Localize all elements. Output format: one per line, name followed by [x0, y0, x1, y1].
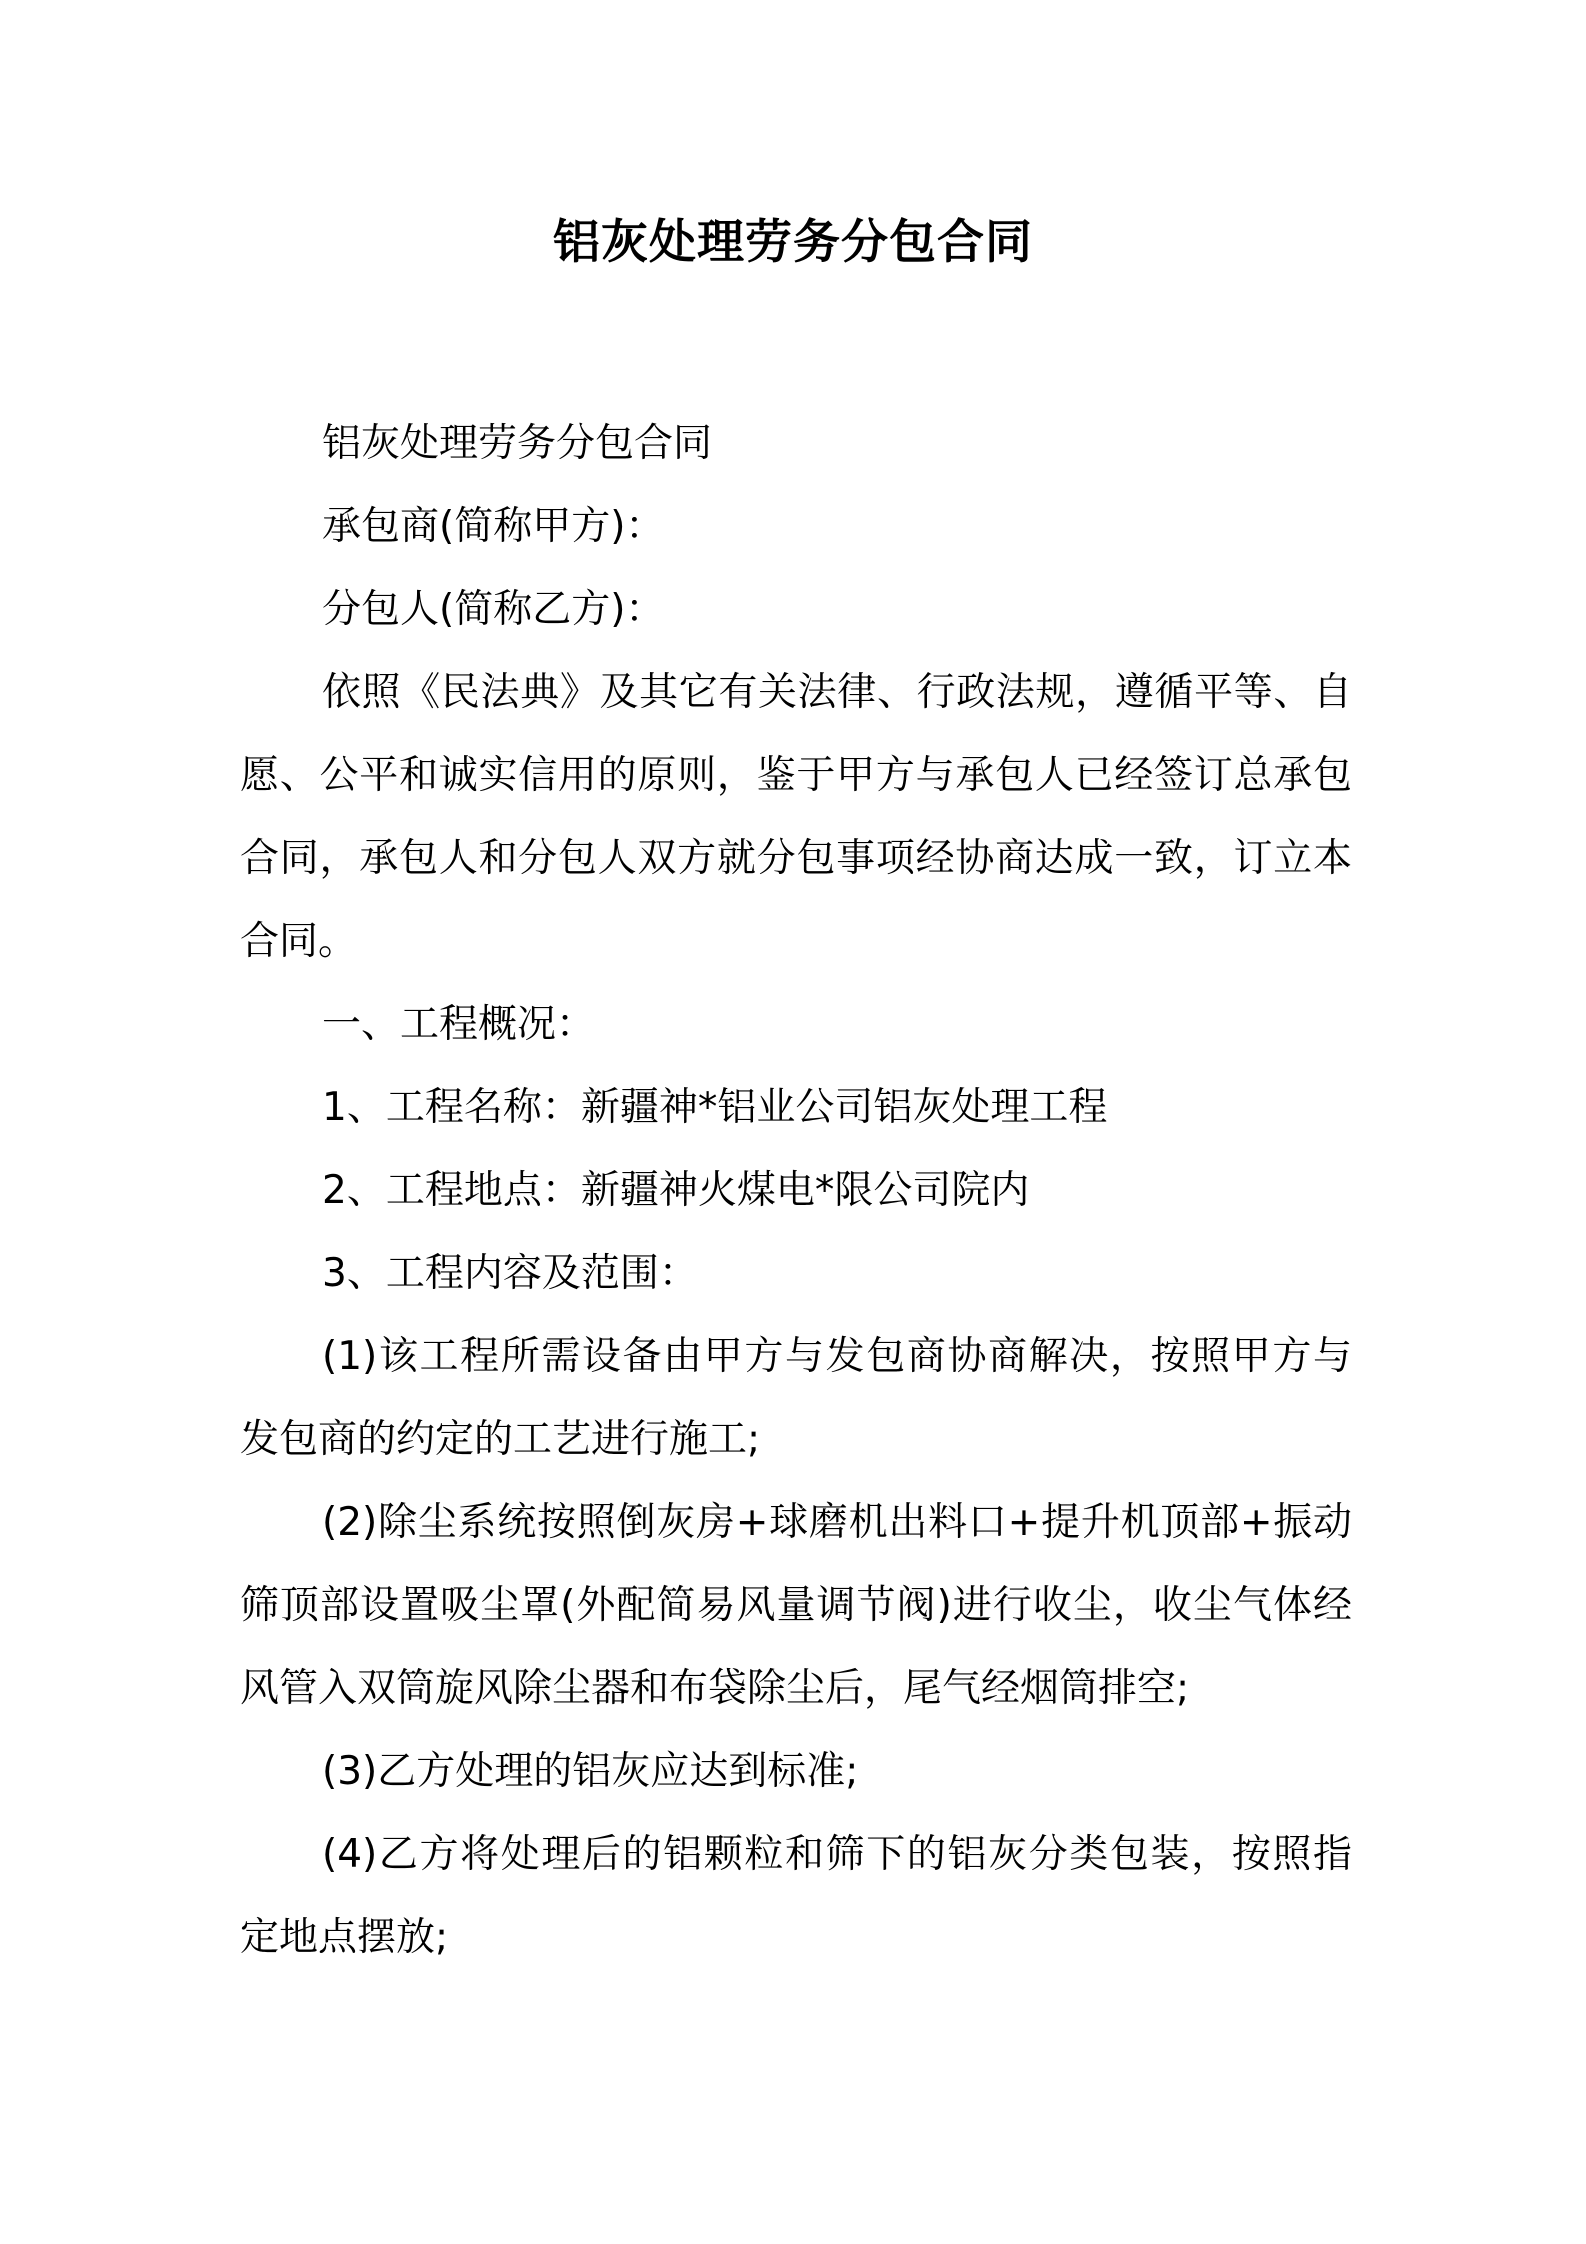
project-scope-item: 3、工程内容及范围： [322, 1251, 698, 1296]
scope-clause-4: (4)乙方将处理后的铝颗粒和筛下的铝灰分类包装，按照指定地点摆放; [240, 1832, 1352, 1960]
contract-name-line: 铝灰处理劳务分包合同 [322, 421, 713, 466]
project-name-item: 1、工程名称：新疆神*铝业公司铝灰处理工程 [322, 1085, 1108, 1130]
scope-clause-2: (2)除尘系统按照倒灰房+球磨机出料口+提升机顶部+振动筛顶部设置吸尘罩(外配简易风量调节阀)进行收尘，收尘气体经风管入双筒旋风除尘器和布袋除尘后，尾气经烟筒排空; [240, 1500, 1352, 1711]
party-b-line: 分包人(简称乙方)： [322, 587, 665, 632]
party-a-line: 承包商(简称甲方)： [322, 504, 665, 549]
scope-clause-3: (3)乙方处理的铝灰应达到标准; [322, 1749, 859, 1794]
section-heading-project-overview: 一、工程概况： [322, 1002, 596, 1047]
document-body [240, 402, 1352, 1979]
project-location-item: 2、工程地点：新疆神火煤电*限公司院内 [322, 1168, 1030, 1213]
document-title: 铝灰处理劳务分包合同 [553, 215, 1033, 270]
scope-clause-1: (1)该工程所需设备由甲方与发包商协商解决，按照甲方与发包商的约定的工艺进行施工; [240, 1334, 1352, 1462]
preamble-paragraph: 依照《民法典》及其它有关法律、行政法规，遵循平等、自愿、公平和诚实信用的原则，鉴于甲方与承包人已经签订总承包合同，承包人和分包人双方就分包事项经协商达成一致，订立本合同。 [240, 670, 1352, 964]
